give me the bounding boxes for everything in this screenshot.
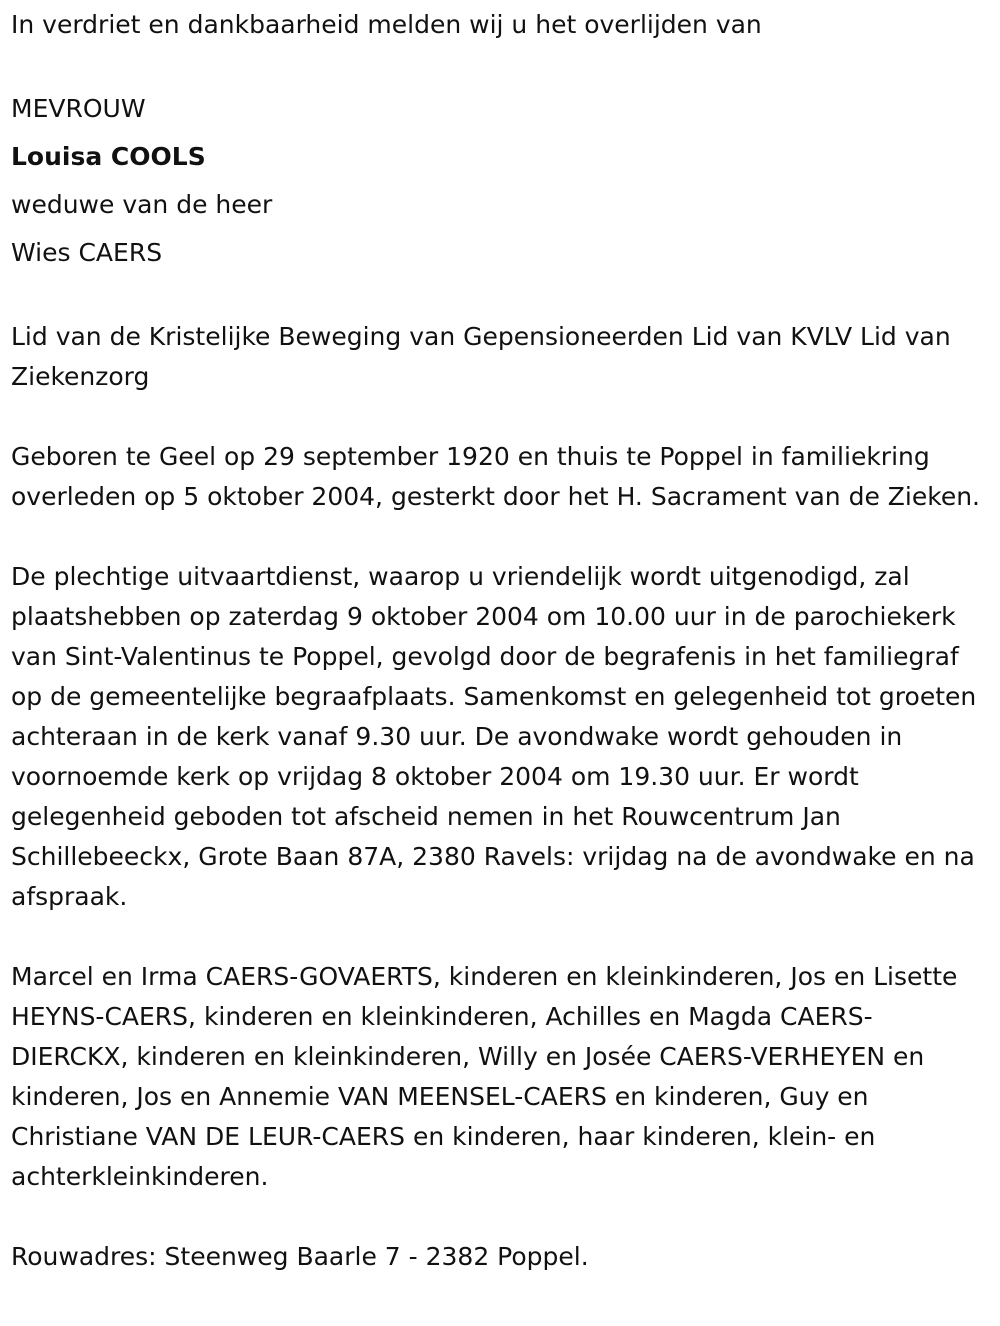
spacer [11,277,990,317]
intro-text: In verdriet en dankbaarheid melden wij u het overlijden van [11,10,762,39]
funeral-service-paragraph: De plechtige uitvaartdienst, waarop u vriendelijk wordt uitgenodigd, zal plaatshebben op zaterdag 9 oktober 2004 om 10.00 uur in de parochiekerk van Sint-Valentinus te Poppel, gevolgd door de begrafenis in het familiegraf op de gemeentelijke begraafplaats. Samenkomst en gelegenheid tot groeten achteraan in de kerk vanaf 9.30 uur. De avondwake wordt gehouden in voornoemde kerk op vrijdag 8 oktober 2004 om 19.30 uur. Er wordt gelegenheid geboden tot afscheid nemen in het Rouwcentrum Jan Schillebeeckx, Grote Baan 87A, 2380 Ravels: vrijdag na de avondwake en na afspraak. [11,562,977,911]
spacer [11,917,990,957]
salutation: MEVROUW [11,94,146,123]
relation-text: weduwe van de heer [11,190,273,219]
spacer [11,517,990,557]
family-paragraph: Marcel en Irma CAERS-GOVAERTS, kinderen en kleinkinderen, Jos en Lisette HEYNS-CAERS, kinderen en kleinkinderen, Achilles en Magda CAERS-DIERCKX, kinderen en kleinkinderen, Willy en Josée CAERS-VERHEYEN en kinderen, Jos en Annemie VAN MEENSEL-CAERS en kinderen, Guy en Christiane VAN DE LEUR-CAERS en kinderen, haar kinderen, klein- en achterkleinkinderen. [11,962,958,1191]
deceased-name: Louisa COOLS [11,142,206,171]
spacer [11,1197,990,1237]
spacer [11,45,990,85]
spacer [11,397,990,437]
mourning-address: Rouwadres: Steenweg Baarle 7 - 2382 Poppel. [11,1242,589,1271]
spouse-name: Wies CAERS [11,238,163,267]
memberships-paragraph: Lid van de Kristelijke Beweging van Gepensioneerden Lid van KVLV Lid van Ziekenzorg [11,322,951,391]
birth-death-paragraph: Geboren te Geel op 29 september 1920 en thuis te Poppel in familiekring overleden op 5 oktober 2004, gesterkt door het H. Sacrament van de Zieken. [11,442,980,511]
